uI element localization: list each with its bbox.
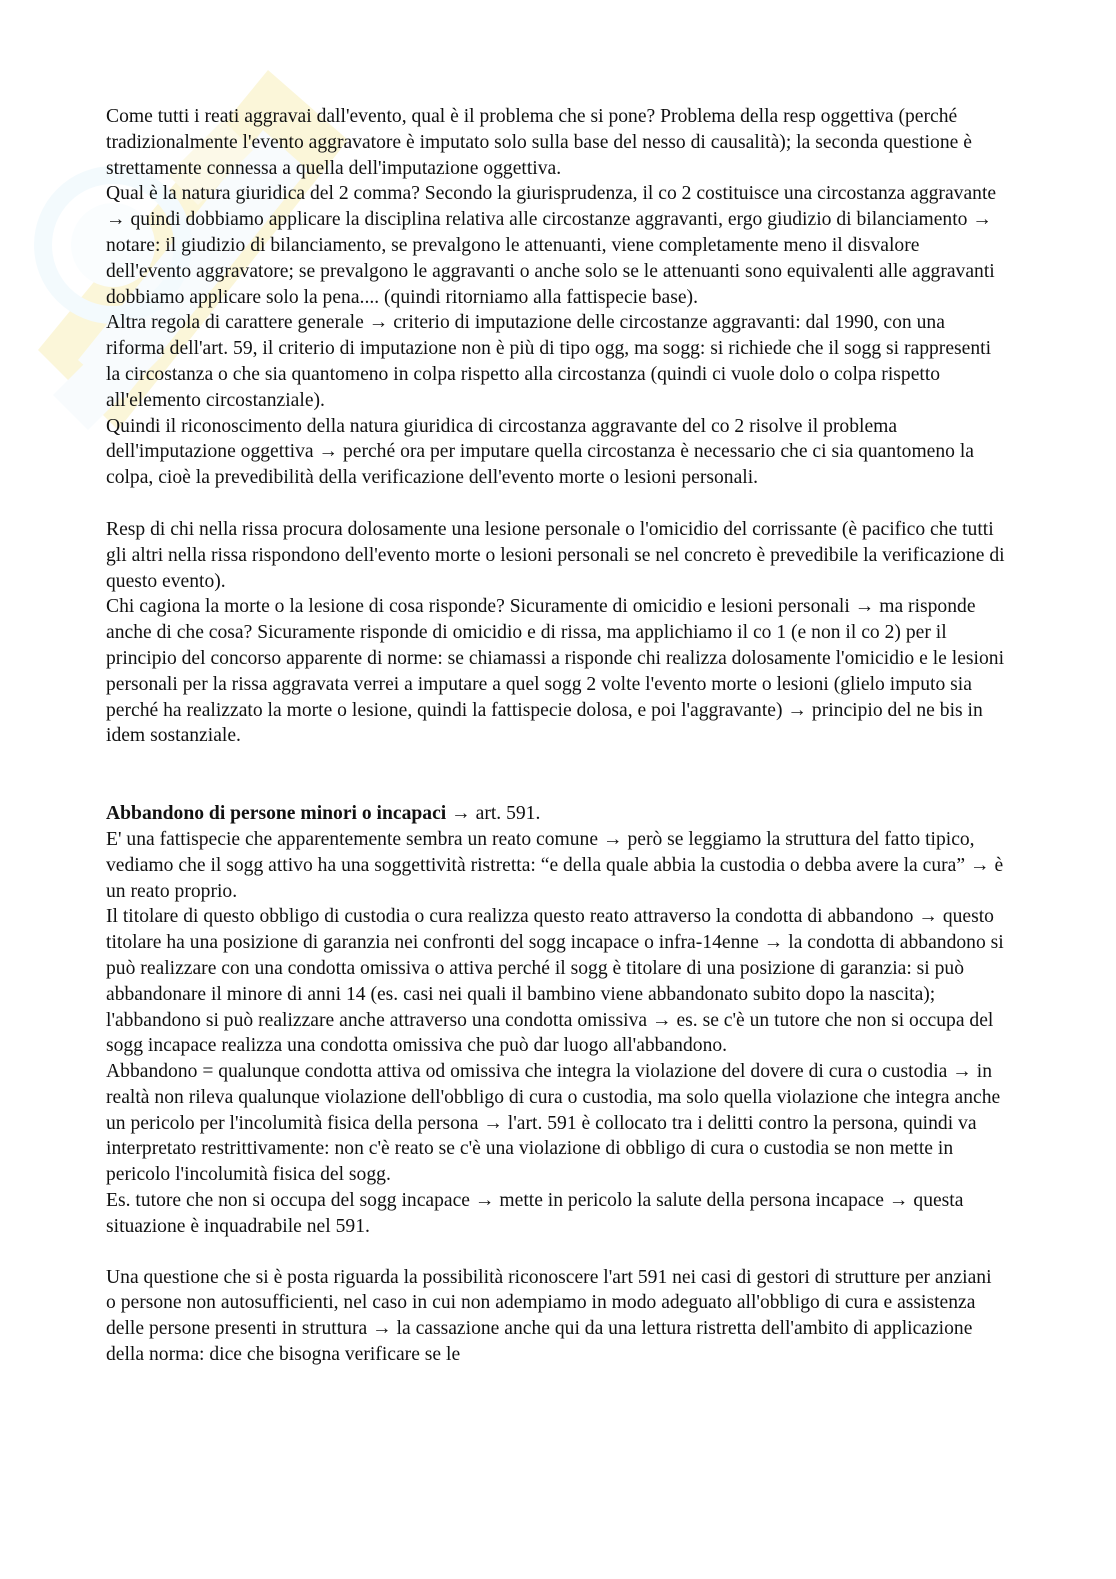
paragraph: Altra regola di carattere generale → criterio di imputazione delle circostanze aggravanti: dal 1990, con una riforma dell'art. 59, il criterio di imputazione non è più di tipo ogg, ma sogg: si richiede che il sogg si rappresenti la circostanza o che sia quantomeno in colpa rispetto alla circostanza (quindi ci vuole dolo o colpa rispetto all'elemento circostanziale). (106, 312, 992, 411)
section-gap (106, 749, 1006, 801)
section-heading (106, 801, 1006, 827)
paragraph: Resp di chi nella rissa procura dolosamente una lesione personale o l'omicidio del corrissante (è pacifico che tutti gli altri nella rissa rispondono dell'evento morte o lesioni personali se nel concreto è prevedibile la verificazione di questo evento). (106, 518, 1005, 592)
paragraph: Abbandono = qualunque condotta attiva od omissiva che integra la violazione del dovere di cura o custodia → in realtà non rileva qualunque violazione dell'obbligo di cura o custodia, ma solo quella violazione che integra anche un pericolo per l'incolumità fisica della persona → l'art. 591 è collocato tra i delitti contro la persona, quindi va interpretato restrittivamente: non c'è reato se c'è una violazione di obbligo di cura o custodia se non mette in pericolo l'incolumità fisica del sogg. (106, 1061, 1001, 1186)
paragraph: Es. tutore che non si occupa del sogg incapace → mette in pericolo la salute della persona incapace → questa situazione è inquadrabile nel 591. (106, 1190, 964, 1237)
document-body (106, 104, 1006, 1368)
heading-reference: → art. 591. (446, 803, 541, 825)
paragraph: Quindi il riconoscimento della natura giuridica di circostanza aggravante del co 2 risolve il problema dell'imputazione oggettiva → perché ora per imputare quella circostanza è necessario che ci sia quantomeno la colpa, cioè la prevedibilità della verificazione dell'evento morte o lesioni personali. (106, 415, 975, 489)
paragraph: Come tutti i reati aggravai dall'evento, qual è il problema che si pone? Problema della resp oggettiva (perché tradizionalmente l'evento aggravatore è imputato solo sulla base del nesso di causalità); la seconda questione è strettamente connessa a quella dell'imputazione oggettiva. (106, 106, 972, 179)
paragraph: Qual è la natura giuridica del 2 comma? Secondo la giurisprudenza, il co 2 costituisce una circostanza aggravante → quindi dobbiamo applicare la disciplina relativa alle circostanze aggravanti, ergo giudizio di bilanciamento → notare: il giudizio di bilanciamento, se prevalgono le attenuanti, viene completamente meno il disvalore dell'evento aggravatore; se prevalgono le aggravanti o anche solo se le attenuanti sono equivalenti alle aggravanti dobbiamo applicare solo la pena.... (quindi ritorniamo alla fattispecie base). (106, 183, 997, 308)
paragraph: Il titolare di questo obbligo di custodia o cura realizza questo reato attraverso la condotta di abbandono → questo titolare ha una posizione di garanzia nei confronti del sogg incapace o infra-14enne → la condotta di abbandono si può realizzare con una condotta omissiva o attiva perché il sogg è titolare di una posizione di garanzia: si può abbandonare il minore di anni 14 (es. casi nei quali il bambino viene abbandonato subito dopo la nascita); l'abbandono si può realizzare anche attraverso una condotta omissiva → es. se c'è un tutore che non si occupa del sogg incapace realizza una condotta omissiva che può dar luogo all'abbandono. (106, 906, 1004, 1057)
paragraph: Una questione che si è posta riguarda la possibilità riconoscere l'art 591 nei casi di gestori di strutture per anziani o persone non autosufficienti, nel caso in cui non adempiamo in modo adeguato all'obbligo di cura e assistenza delle persone presenti in struttura → la cassazione anche qui da una lettura ristretta dell'ambito di applicazione della norma: dice che bisogna verificare se le (106, 1266, 992, 1366)
paragraph-gap (106, 1240, 1006, 1265)
paragraph: E' una fattispecie che apparentemente sembra un reato comune → però se leggiamo la struttura del fatto tipico, vediamo che il sogg attivo ha una soggettività ristretta: “e della quale abbia la custodia o debba avere la cura” → è un reato proprio. (106, 828, 1004, 902)
heading-title: Abbandono di persone minori o incapaci (106, 803, 447, 825)
paragraph-gap (106, 491, 1006, 517)
paragraph: Chi cagiona la morte o la lesione di cosa risponde? Sicuramente di omicidio e lesioni personali → ma risponde anche di che cosa? Sicuramente risponde di omicidio e di rissa, ma applichiamo il co 1 (e non il co 2) per il principio del concorso apparente di norme: se chiamassi a risponde chi realizza dolosamente l'omicidio e le lesioni personali per la rissa aggravata verrei a imputare a quel sogg 2 volte l'evento morte o lesioni (glielo imputo sia perché ha realizzato la morte o lesione, quindi la fattispecie dolosa, e poi l'aggravante) → principio del ne bis in idem sostanziale. (106, 596, 1005, 747)
